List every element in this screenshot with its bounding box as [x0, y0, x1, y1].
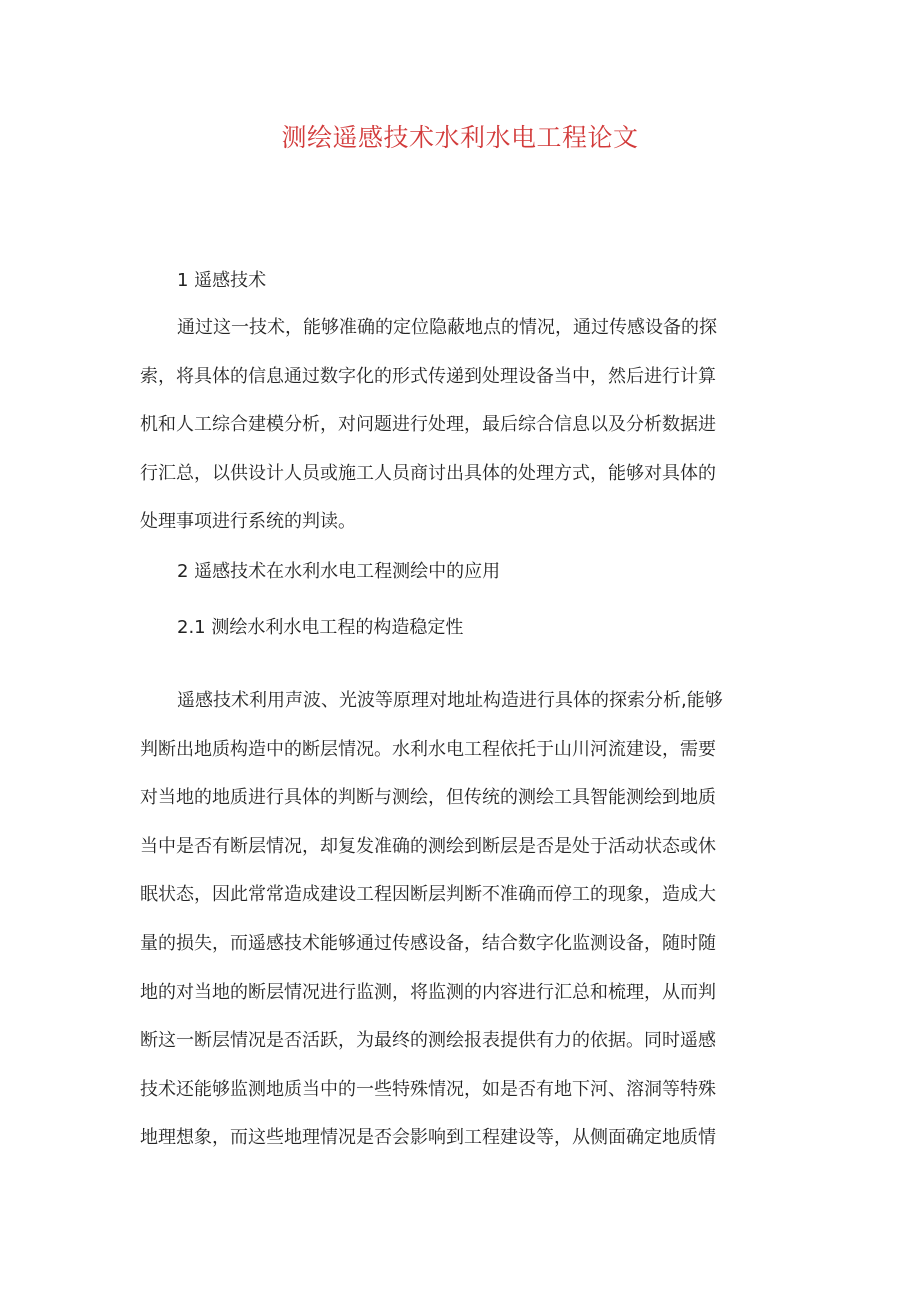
- document-title: 测绘遥感技术水利水电工程论文: [281, 123, 639, 152]
- paragraph-line: 当中是否有断层情况，却复发准确的测绘到断层是否是处于活动状态或休: [140, 835, 716, 857]
- paragraph-line: 地理想象，而这些地理情况是否会影响到工程建设等，从侧面确定地质情: [140, 1127, 716, 1149]
- paragraph-line: 遥感技术利用声波、光波等原理对地址构造进行具体的探索分析,能够: [177, 690, 723, 711]
- paragraph-line: 索，将具体的信息通过数字化的形式传递到处理设备当中，然后进行计算: [140, 365, 716, 387]
- section-1-paragraph: [140, 313, 789, 556]
- paragraph-line: 对当地的地质进行具体的判断与测绘，但传统的测绘工具智能测绘到地质: [140, 787, 716, 809]
- paragraph-line: 技术还能够监测地质当中的一些特殊情况，如是否有地下河、溶洞等特殊: [140, 1078, 716, 1100]
- paragraph-line: 地的对当地的断层情况进行监测，将监测的内容进行汇总和梳理，从而判: [140, 981, 716, 1003]
- section-2-1-heading: 2.1 测绘水利水电工程的构造稳定性: [177, 617, 464, 638]
- paragraph-line: 行汇总，以供设计人员或施工人员商讨出具体的处理方式，能够对具体的: [140, 462, 716, 484]
- paragraph-line: 通过这一技术，能够准确的定位隐蔽地点的情况，通过传感设备的探: [177, 317, 717, 338]
- paragraph-line: 断这一断层情况是否活跃，为最终的测绘报表提供有力的依据。同时遥感: [140, 1030, 716, 1052]
- section-1-heading: 1 遥感技术: [177, 270, 267, 291]
- paragraph-line: 机和人工综合建模分析，对问题进行处理，最后综合信息以及分析数据进: [140, 414, 716, 436]
- paragraph-line: 量的损失，而遥感技术能够通过传感设备，结合数字化监测设备，随时随: [140, 932, 716, 954]
- paragraph-line: 判断出地质构造中的断层情况。水利水电工程依托于山川河流建设，需要: [140, 738, 716, 760]
- paragraph-line: 眠状态，因此常常造成建设工程因断层判断不准确而停工的现象，造成大: [140, 884, 716, 906]
- section-2-1-paragraph: [140, 686, 789, 1172]
- section-2-heading: 2 遥感技术在水利水电工程测绘中的应用: [177, 561, 501, 582]
- paragraph-line: 处理事项进行系统的判读。: [140, 511, 356, 533]
